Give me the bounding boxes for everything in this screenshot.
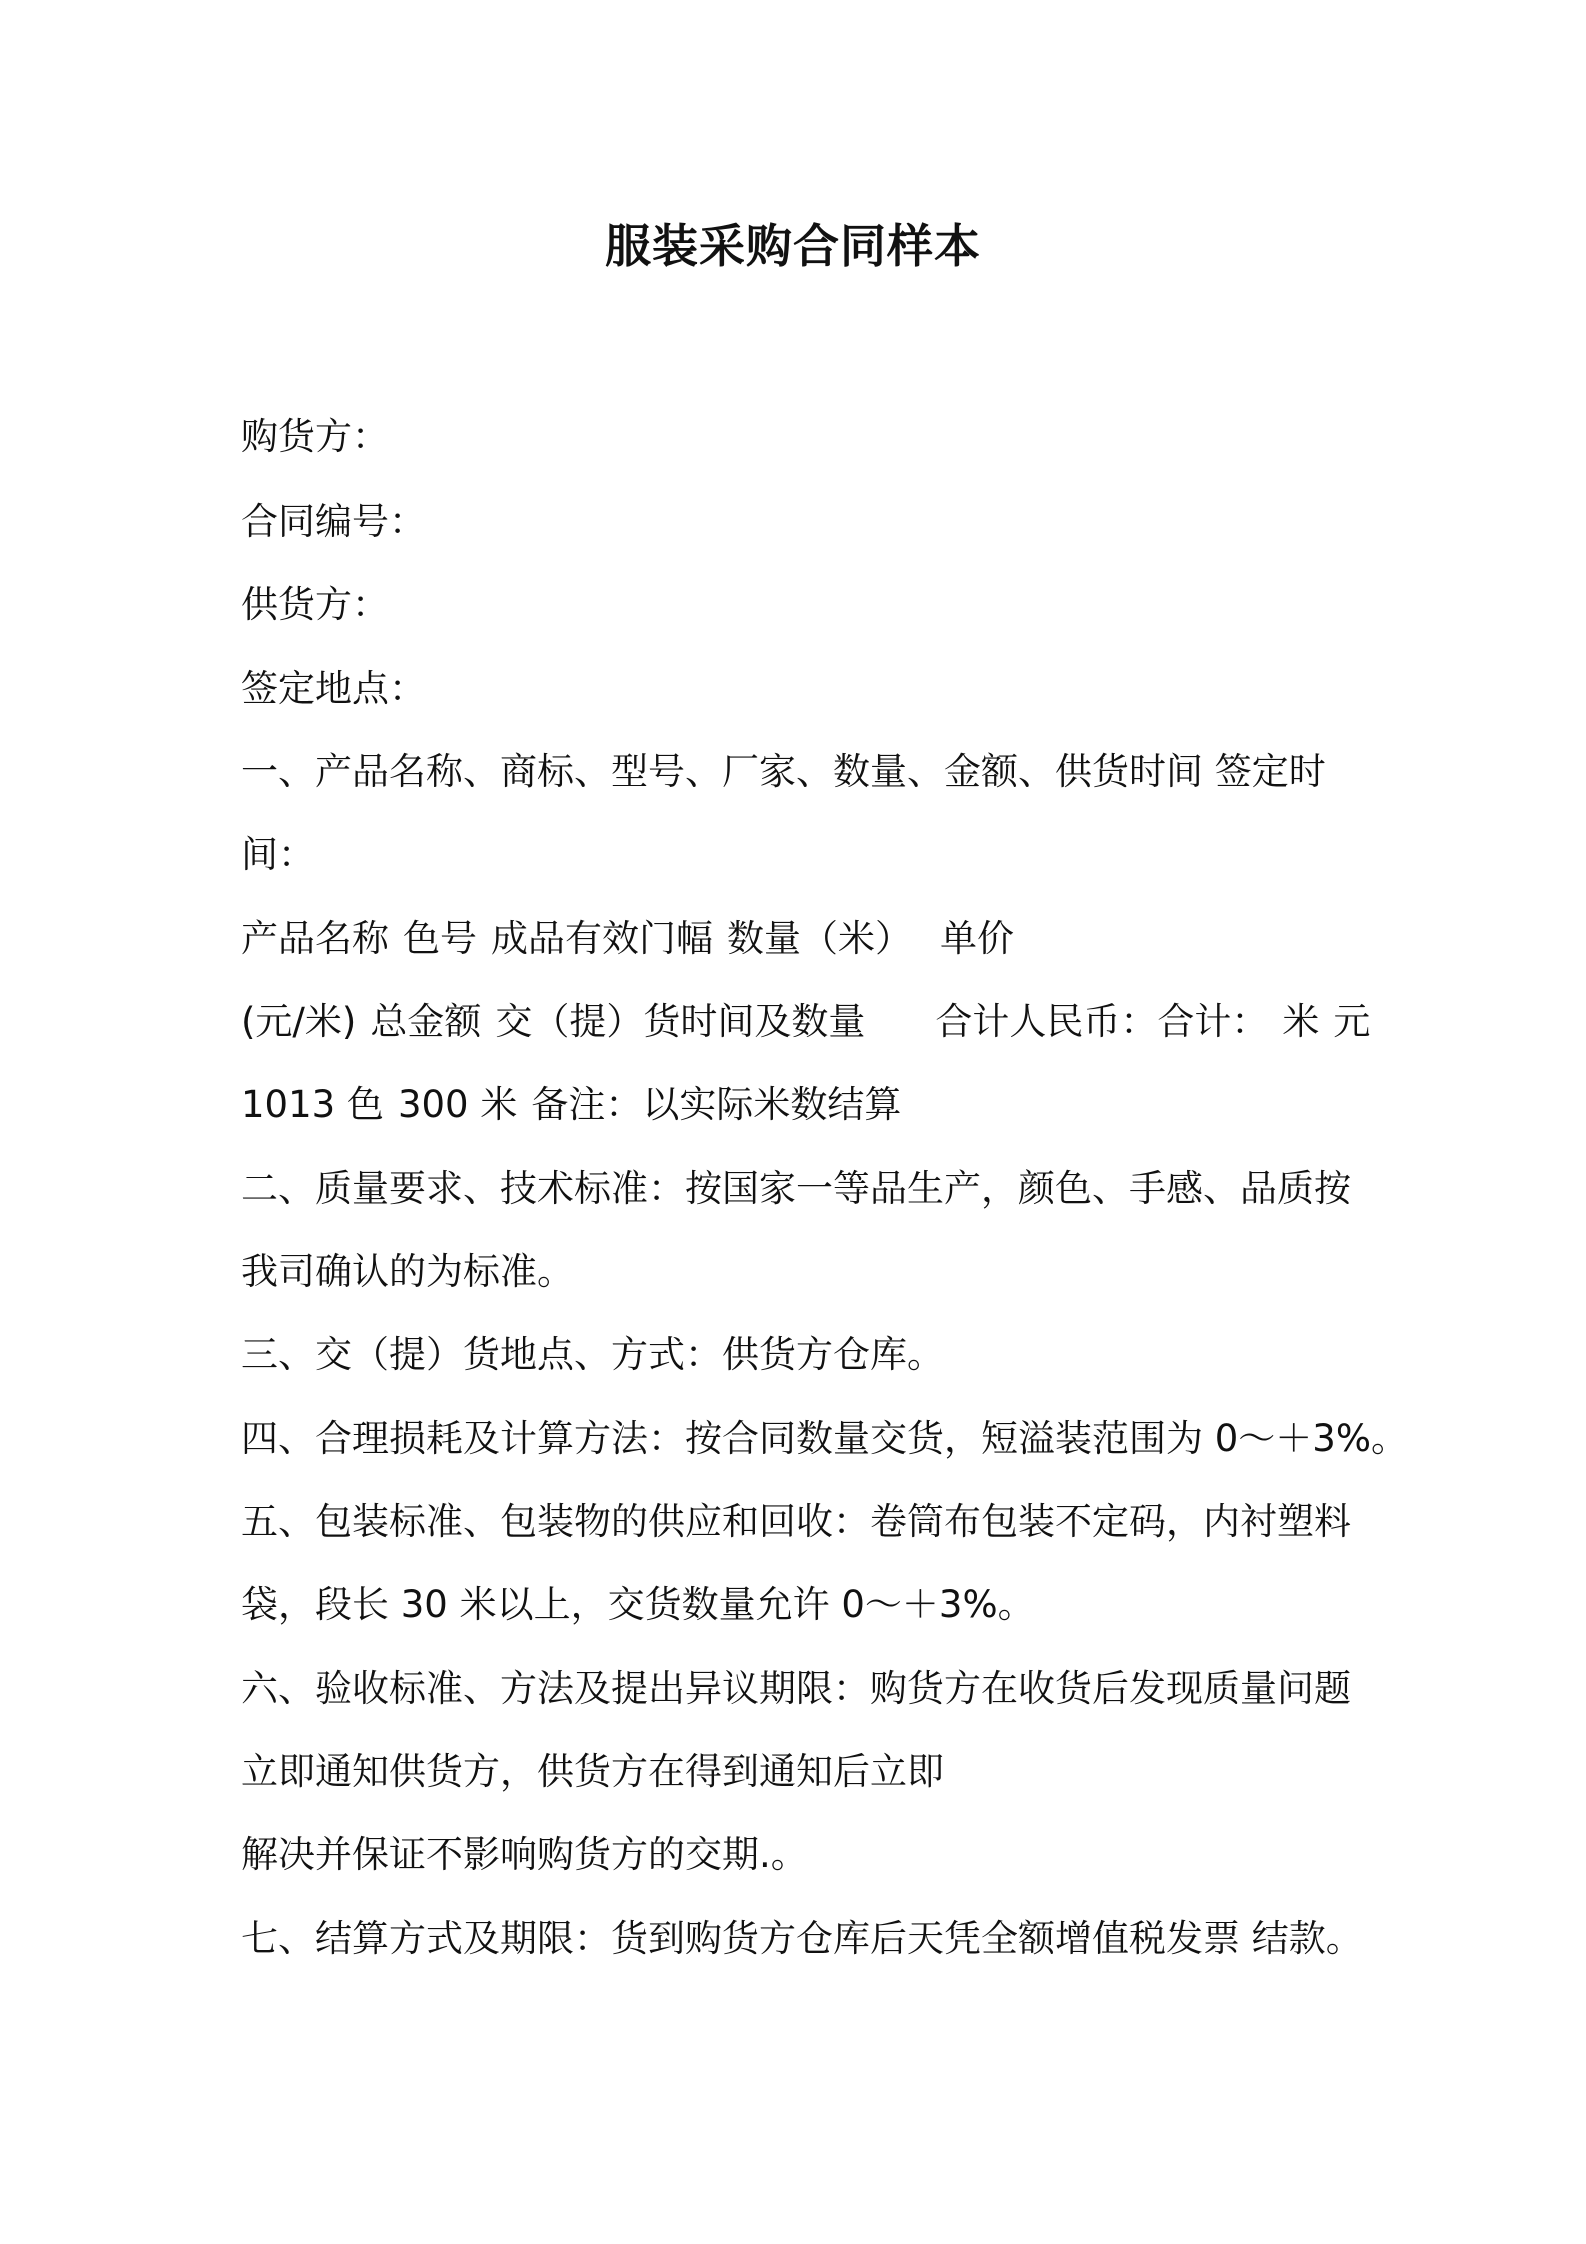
clause-5-line-a: 五、包装标准、包装物的供应和回收：卷筒布包装不定码，内衬塑料 — [241, 1500, 1351, 1543]
remark: 备注：以实际米数结算 — [531, 1083, 902, 1126]
clause-6-line-a: 六、验收标准、方法及提出异议期限：购货方在收货后发现质量问题 — [241, 1667, 1351, 1710]
clause-1-line-b: 间： — [241, 833, 315, 876]
quantity-header: 数量（米） — [727, 917, 912, 960]
clause-2-line-a: 二、质量要求、技术标准：按国家一等品生产，颜色、手感、品质按 — [241, 1167, 1351, 1210]
unit-header: (元/米) — [241, 1000, 357, 1043]
clause-1-line-a: 一、产品名称、商标、型号、厂家、数量、金额、供货时间 签定时 — [241, 750, 1326, 793]
unit-price-header: 单价 — [940, 917, 1014, 960]
clause-2-line-b: 我司确认的为标准。 — [241, 1250, 574, 1293]
clause-3: 三、交（提）货地点、方式：供货方仓库。 — [241, 1333, 944, 1376]
total-amount-header: 总金额 — [370, 1000, 482, 1043]
color-number-header: 色号 — [403, 917, 477, 960]
clause-6-line-c: 解决并保证不影响购货方的交期.。 — [241, 1833, 808, 1876]
clause-5-line-b: 袋，段长 30 米以上，交货数量允许 0～＋3%。 — [241, 1583, 1035, 1626]
clause-4: 四、合理损耗及计算方法：按合同数量交货，短溢装范围为 0～＋3%。 — [241, 1417, 1408, 1460]
color-value: 1013 色 — [241, 1083, 384, 1126]
product-table-header-row-2 — [241, 997, 1370, 1047]
signing-place-line: 签定地点： — [241, 667, 426, 710]
product-table-header-row — [241, 914, 1014, 964]
contract-number-line: 合同编号： — [241, 500, 426, 543]
product-values-row — [241, 1080, 901, 1130]
effective-width-header: 成品有效门幅 — [491, 917, 713, 960]
supplier-line: 供货方： — [241, 583, 389, 626]
meter-value: 300 米 — [397, 1083, 518, 1126]
clause-6-line-b: 立即通知供货方，供货方在得到通知后立即 — [241, 1750, 944, 1793]
yuan-label: 元 — [1333, 1000, 1371, 1043]
document-title: 服装采购合同样本 — [605, 219, 981, 273]
delivery-time-header: 交（提）货时间及数量 — [495, 1000, 866, 1043]
total-rmb-label: 合计人民币：合计： — [935, 1000, 1269, 1043]
meter-label: 米 — [1282, 1000, 1320, 1043]
clause-7: 七、结算方式及期限：货到购货方仓库后天凭全额增值税发票 结款。 — [241, 1917, 1363, 1960]
buyer-line: 购货方： — [241, 415, 389, 458]
product-name-header: 产品名称 — [241, 917, 389, 960]
